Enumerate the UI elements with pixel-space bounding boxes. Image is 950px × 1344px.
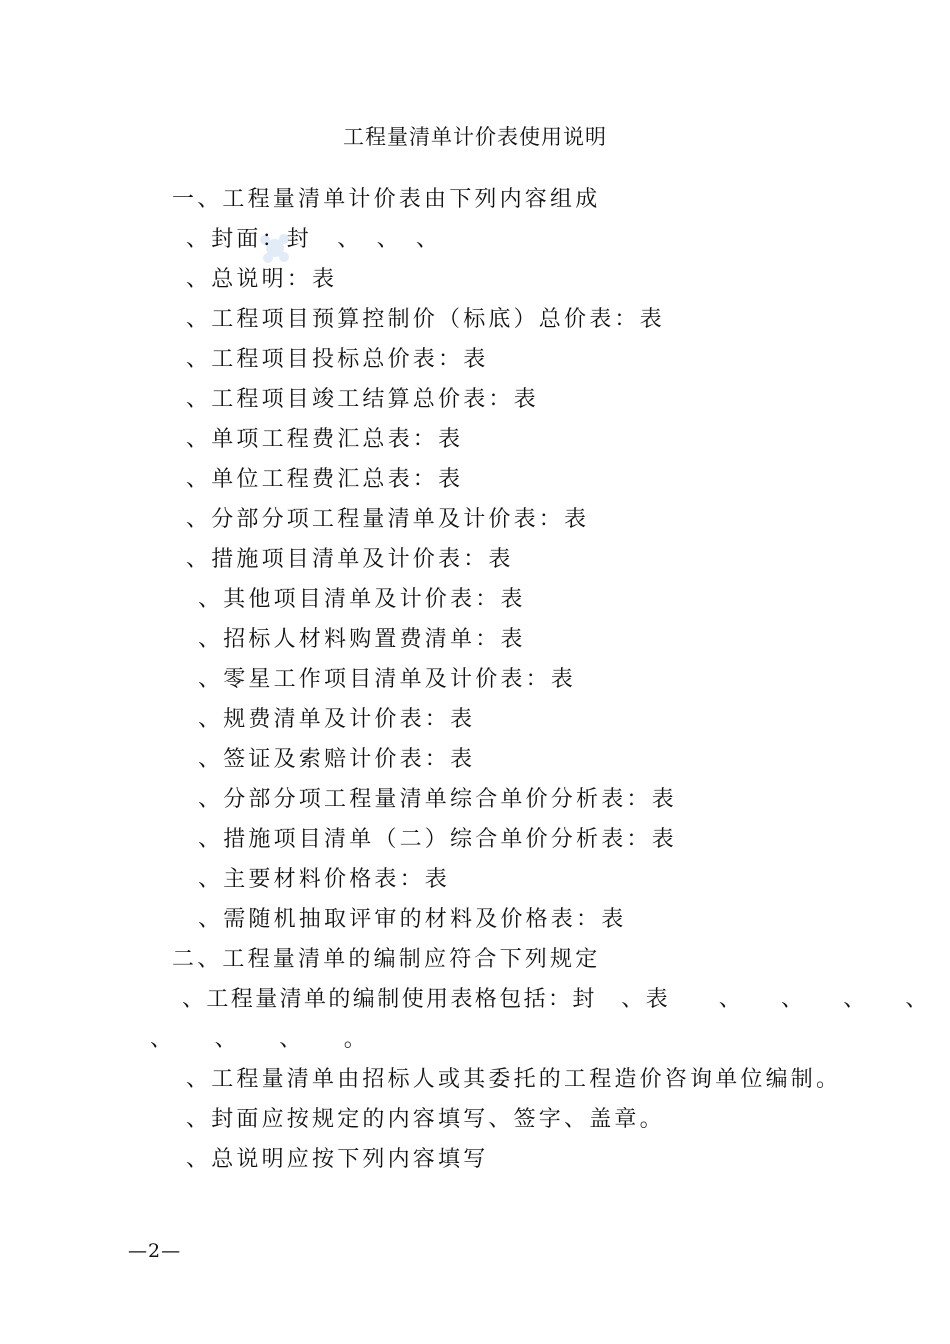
list-item: 、单项工程费汇总表：表 bbox=[186, 427, 464, 452]
list-item: 、签证及索赔计价表：表 bbox=[198, 747, 476, 772]
list-item: 、需随机抽取评审的材料及价格表：表 bbox=[198, 907, 627, 932]
list-item: 、工程项目竣工结算总价表：表 bbox=[186, 387, 539, 412]
section-heading-2: 二、工程量清单的编制应符合下列规定 bbox=[172, 947, 601, 972]
list-item: 、招标人材料购置费清单：表 bbox=[198, 627, 526, 652]
list-item: 、封面应按规定的内容填写、签字、盖章。 bbox=[186, 1107, 665, 1132]
list-item: 、封面：封 、 、 、 bbox=[186, 227, 442, 252]
list-item: 、零星工作项目清单及计价表：表 bbox=[198, 667, 577, 692]
list-item: 、其他项目清单及计价表：表 bbox=[198, 587, 526, 612]
page-number: —2— bbox=[128, 1240, 182, 1262]
list-item: 、总说明应按下列内容填写 bbox=[186, 1147, 489, 1172]
list-item: 、工程项目投标总价表：表 bbox=[186, 347, 489, 372]
list-item: 、规费清单及计价表：表 bbox=[198, 707, 476, 732]
paragraph-line: 、工程量清单的编制使用表格包括：封 、表 、 、 、 、 bbox=[182, 987, 930, 1012]
page-title: 工程量清单计价表使用说明 bbox=[343, 125, 607, 149]
list-item: 、工程项目预算控制价（标底）总价表：表 bbox=[186, 307, 665, 332]
section-heading-1: 一、工程量清单计价表由下列内容组成 bbox=[172, 187, 601, 212]
list-item: 、分部分项工程量清单综合单价分析表：表 bbox=[198, 787, 677, 812]
list-item: 、分部分项工程量清单及计价表：表 bbox=[186, 507, 590, 532]
list-item: 、措施项目清单（二）综合单价分析表：表 bbox=[198, 827, 677, 852]
list-item: 、措施项目清单及计价表：表 bbox=[186, 547, 514, 572]
paragraph-line-continued: 、 、 、 。 bbox=[150, 1027, 370, 1052]
list-item: 、主要材料价格表：表 bbox=[198, 867, 451, 892]
list-item: 、工程量清单由招标人或其委托的工程造价咨询单位编制。 bbox=[186, 1067, 842, 1092]
list-item: 、总说明：表 bbox=[186, 267, 338, 292]
list-item: 、单位工程费汇总表：表 bbox=[186, 467, 464, 492]
